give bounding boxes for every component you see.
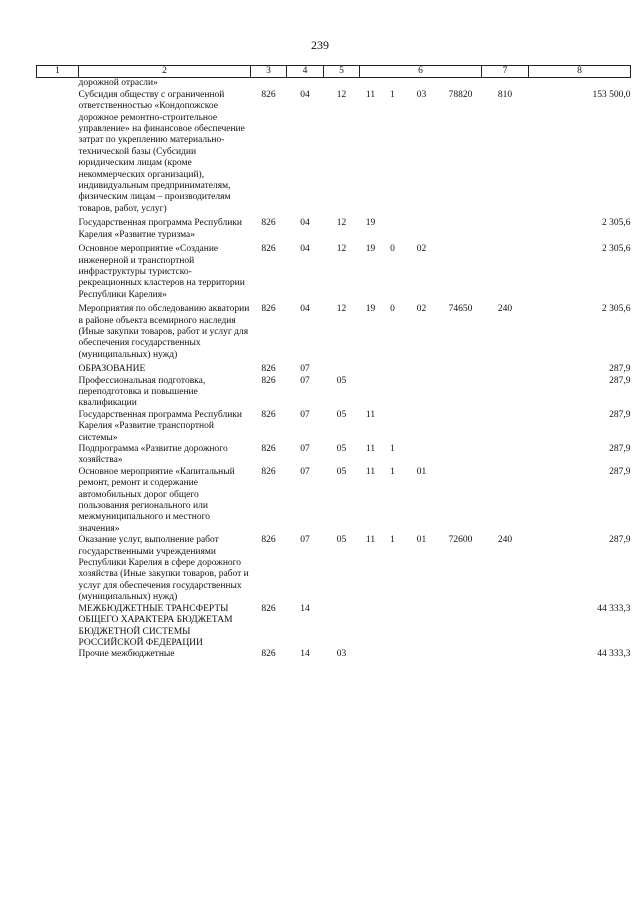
subsection-code: 05	[336, 409, 347, 420]
amount-value: 2 305,6	[602, 218, 631, 229]
section-code	[287, 78, 324, 90]
column-header: 5	[324, 66, 360, 78]
ministry-code: 826	[261, 375, 276, 386]
subprogram-code	[382, 376, 404, 410]
table-row	[37, 218, 631, 244]
row-description: Государственная программа Республики Карелия «Развитие транспортной системы»	[78, 409, 242, 443]
budget-table	[36, 65, 631, 661]
ministry-code: 826	[261, 535, 276, 546]
amount-value	[529, 78, 631, 90]
table-row	[37, 444, 631, 467]
expense-type-code: 810	[497, 89, 513, 100]
main-event-code	[404, 410, 440, 444]
subsection-code: 05	[336, 535, 347, 546]
main-event-code	[404, 444, 440, 467]
direction-code: 72600	[448, 535, 473, 546]
expense-type-code	[482, 78, 529, 90]
ministry-code: 826	[261, 244, 276, 255]
ministry-code: 826	[261, 364, 276, 375]
table-row	[37, 304, 631, 364]
row-description: Субсидия обществу с ограниченной ответственностью «Кондопожское дорожное ремонтно-строительное управление» на финансовое обеспечение затрат по укреплению материально-технической базы (Субсидии юридическим лицам (кроме некоммерческих организаций), индивидуальным предпринимателям, физическим лицам – производителям товаров, работ, услуг)	[78, 89, 245, 214]
row-spacer-cell	[37, 444, 79, 467]
row-description: МЕЖБЮДЖЕТНЫЕ ТРАНСФЕРТЫ ОБЩЕГО ХАРАКТЕРА БЮДЖЕТАМ БЮДЖЕТНОЙ СИСТЕМЫ РОССИЙСКОЙ ФЕДЕРАЦИИ	[78, 603, 233, 648]
subprogram-code: 1	[390, 466, 395, 477]
amount-value: 287,9	[609, 466, 631, 477]
main-event-code: 02	[416, 304, 427, 315]
row-spacer-cell	[37, 376, 79, 410]
column-header: 3	[251, 66, 287, 78]
main-event-code	[404, 78, 440, 90]
row-spacer-cell	[37, 78, 79, 90]
subsection-code	[324, 364, 360, 375]
section-code: 04	[300, 304, 310, 315]
table-row	[37, 467, 631, 535]
program-code	[360, 649, 382, 660]
expense-type-code: 240	[497, 304, 513, 315]
row-spacer-cell	[37, 90, 79, 218]
main-event-code	[404, 604, 440, 650]
subsection-code: 12	[336, 244, 347, 255]
direction-code	[440, 649, 482, 660]
program-code: 11	[365, 444, 376, 454]
amount-value: 287,9	[609, 444, 631, 454]
ministry-code: 826	[261, 409, 276, 420]
ministry-code: 826	[261, 444, 276, 454]
direction-code	[440, 364, 482, 375]
row-description: Профессиональная подготовка, переподготовка и повышение квалификации	[78, 375, 206, 409]
row-spacer-cell	[37, 467, 79, 535]
row-spacer-cell	[37, 604, 79, 650]
subprogram-code	[382, 218, 404, 244]
column-header: 6	[360, 66, 482, 78]
section-code: 04	[300, 218, 310, 229]
direction-code	[440, 244, 482, 304]
subsection-code	[324, 604, 360, 650]
table-row	[37, 78, 631, 90]
table-row	[37, 604, 631, 650]
table-row	[37, 376, 631, 410]
subsection-code: 03	[336, 649, 347, 660]
expense-type-code	[482, 649, 529, 660]
row-description: дорожной отрасли»	[78, 78, 158, 89]
program-code: 11	[365, 466, 376, 477]
column-header: 4	[287, 66, 324, 78]
row-description: Прочие межбюджетные	[78, 649, 175, 660]
program-code: 19	[365, 218, 376, 229]
ministry-code: 826	[261, 466, 276, 477]
subsection-code: 05	[336, 444, 347, 454]
ministry-code: 826	[261, 603, 276, 614]
direction-code	[440, 78, 482, 90]
column-header: 2	[79, 66, 251, 78]
expense-type-code	[482, 376, 529, 410]
subsection-code: 12	[336, 89, 347, 100]
row-spacer-cell	[37, 218, 79, 244]
subprogram-code	[382, 604, 404, 650]
amount-value: 153 500,0	[592, 89, 631, 100]
subprogram-code	[382, 410, 404, 444]
table-header-row	[37, 66, 631, 78]
table-row	[37, 410, 631, 444]
direction-code	[440, 410, 482, 444]
subprogram-code: 1	[390, 444, 395, 454]
amount-value: 287,9	[609, 364, 631, 375]
section-code: 07	[300, 375, 310, 386]
main-event-code: 03	[416, 89, 427, 100]
main-event-code	[404, 649, 440, 660]
section-code: 07	[300, 466, 310, 477]
program-code	[360, 78, 382, 90]
row-spacer-cell	[37, 364, 79, 375]
program-code: 19	[365, 304, 376, 315]
row-spacer-cell	[37, 535, 79, 603]
direction-code	[440, 376, 482, 410]
ministry-code: 826	[261, 218, 276, 229]
subprogram-code: 1	[390, 89, 395, 100]
expense-type-code: 240	[497, 535, 513, 546]
section-code: 04	[300, 89, 310, 100]
row-description: Основное мероприятие «Капитальный ремонт, ремонт и содержание автомобильных дорог общего пользования регионального или межмуниципального и местного значения»	[78, 466, 235, 534]
main-event-code	[404, 364, 440, 375]
section-code: 14	[300, 603, 310, 614]
ministry-code: 826	[261, 649, 276, 660]
subsection-code: 12	[336, 304, 347, 315]
section-code: 14	[300, 649, 310, 660]
program-code: 11	[365, 89, 376, 100]
row-spacer-cell	[37, 304, 79, 364]
amount-value: 287,9	[609, 535, 631, 546]
main-event-code: 01	[416, 466, 427, 477]
page-number: 239	[311, 38, 329, 52]
program-code	[360, 364, 382, 375]
amount-value: 44 333,3	[597, 603, 631, 614]
direction-code	[440, 604, 482, 650]
table-row	[37, 649, 631, 660]
amount-value: 287,9	[609, 375, 631, 386]
main-event-code	[404, 376, 440, 410]
section-code: 04	[300, 244, 310, 255]
direction-code: 78820	[448, 89, 473, 100]
section-code: 07	[300, 409, 310, 420]
section-code: 07	[300, 535, 310, 546]
subsection-code	[324, 78, 360, 90]
table-row	[37, 244, 631, 304]
subprogram-code: 0	[390, 304, 395, 315]
row-description: Государственная программа Республики Карелия «Развитие туризма»	[78, 218, 242, 240]
column-header: 1	[37, 66, 79, 78]
amount-value: 287,9	[609, 409, 631, 420]
expense-type-code	[482, 364, 529, 375]
row-description: Оказание услуг, выполнение работ государственными учреждениями Республики Карелия в сфере дорожного хозяйства (Иные закупки товаров, работ и услуг для обеспечения государственных (муниципальных) нужд)	[78, 535, 249, 603]
row-description: Мероприятия по обследованию акватории в районе объекта всемирного наследия (Иные закупки товаров, работ и услуг для обеспечения государственных (муниципальных) нужд)	[78, 304, 250, 360]
expense-type-code	[482, 604, 529, 650]
ministry-code: 826	[261, 304, 276, 315]
subprogram-code: 0	[390, 244, 395, 255]
row-spacer-cell	[37, 649, 79, 660]
table-row	[37, 535, 631, 603]
subsection-code: 12	[336, 218, 347, 229]
subsection-code: 05	[336, 375, 347, 386]
subsection-code: 05	[336, 466, 347, 477]
amount-value: 44 333,3	[597, 649, 631, 660]
expense-type-code	[482, 244, 529, 304]
table-row	[37, 364, 631, 375]
expense-type-code	[482, 218, 529, 244]
subprogram-code: 1	[390, 535, 395, 546]
program-code	[360, 604, 382, 650]
row-description: Основное мероприятие «Создание инженерной и транспортной инфраструктуры туристско-рекреационных кластеров на территории Республики Карелия»	[78, 244, 245, 300]
subprogram-code	[382, 649, 404, 660]
amount-value: 2 305,6	[602, 304, 631, 315]
row-description: Подпрограмма «Развитие дорожного хозяйства»	[78, 444, 228, 466]
expense-type-code	[482, 410, 529, 444]
direction-code	[440, 218, 482, 244]
direction-code	[440, 467, 482, 535]
main-event-code	[404, 218, 440, 244]
column-header: 8	[529, 66, 631, 78]
main-event-code: 02	[416, 244, 427, 255]
column-header: 7	[482, 66, 529, 78]
ministry-code	[251, 78, 287, 90]
subprogram-code	[382, 364, 404, 375]
direction-code: 74650	[448, 304, 473, 315]
row-spacer-cell	[37, 410, 79, 444]
expense-type-code	[482, 467, 529, 535]
ministry-code: 826	[261, 89, 276, 100]
table-row	[37, 90, 631, 218]
expense-type-code	[482, 444, 529, 467]
section-code: 07	[300, 444, 310, 454]
direction-code	[440, 444, 482, 467]
row-spacer-cell	[37, 244, 79, 304]
section-code: 07	[300, 364, 310, 375]
amount-value: 2 305,6	[602, 244, 631, 255]
program-code: 11	[365, 535, 376, 546]
program-code: 19	[365, 244, 376, 255]
subprogram-code	[382, 78, 404, 90]
row-description: ОБРАЗОВАНИЕ	[78, 364, 146, 375]
program-code	[360, 376, 382, 410]
main-event-code: 01	[416, 535, 427, 546]
program-code: 11	[365, 409, 376, 420]
